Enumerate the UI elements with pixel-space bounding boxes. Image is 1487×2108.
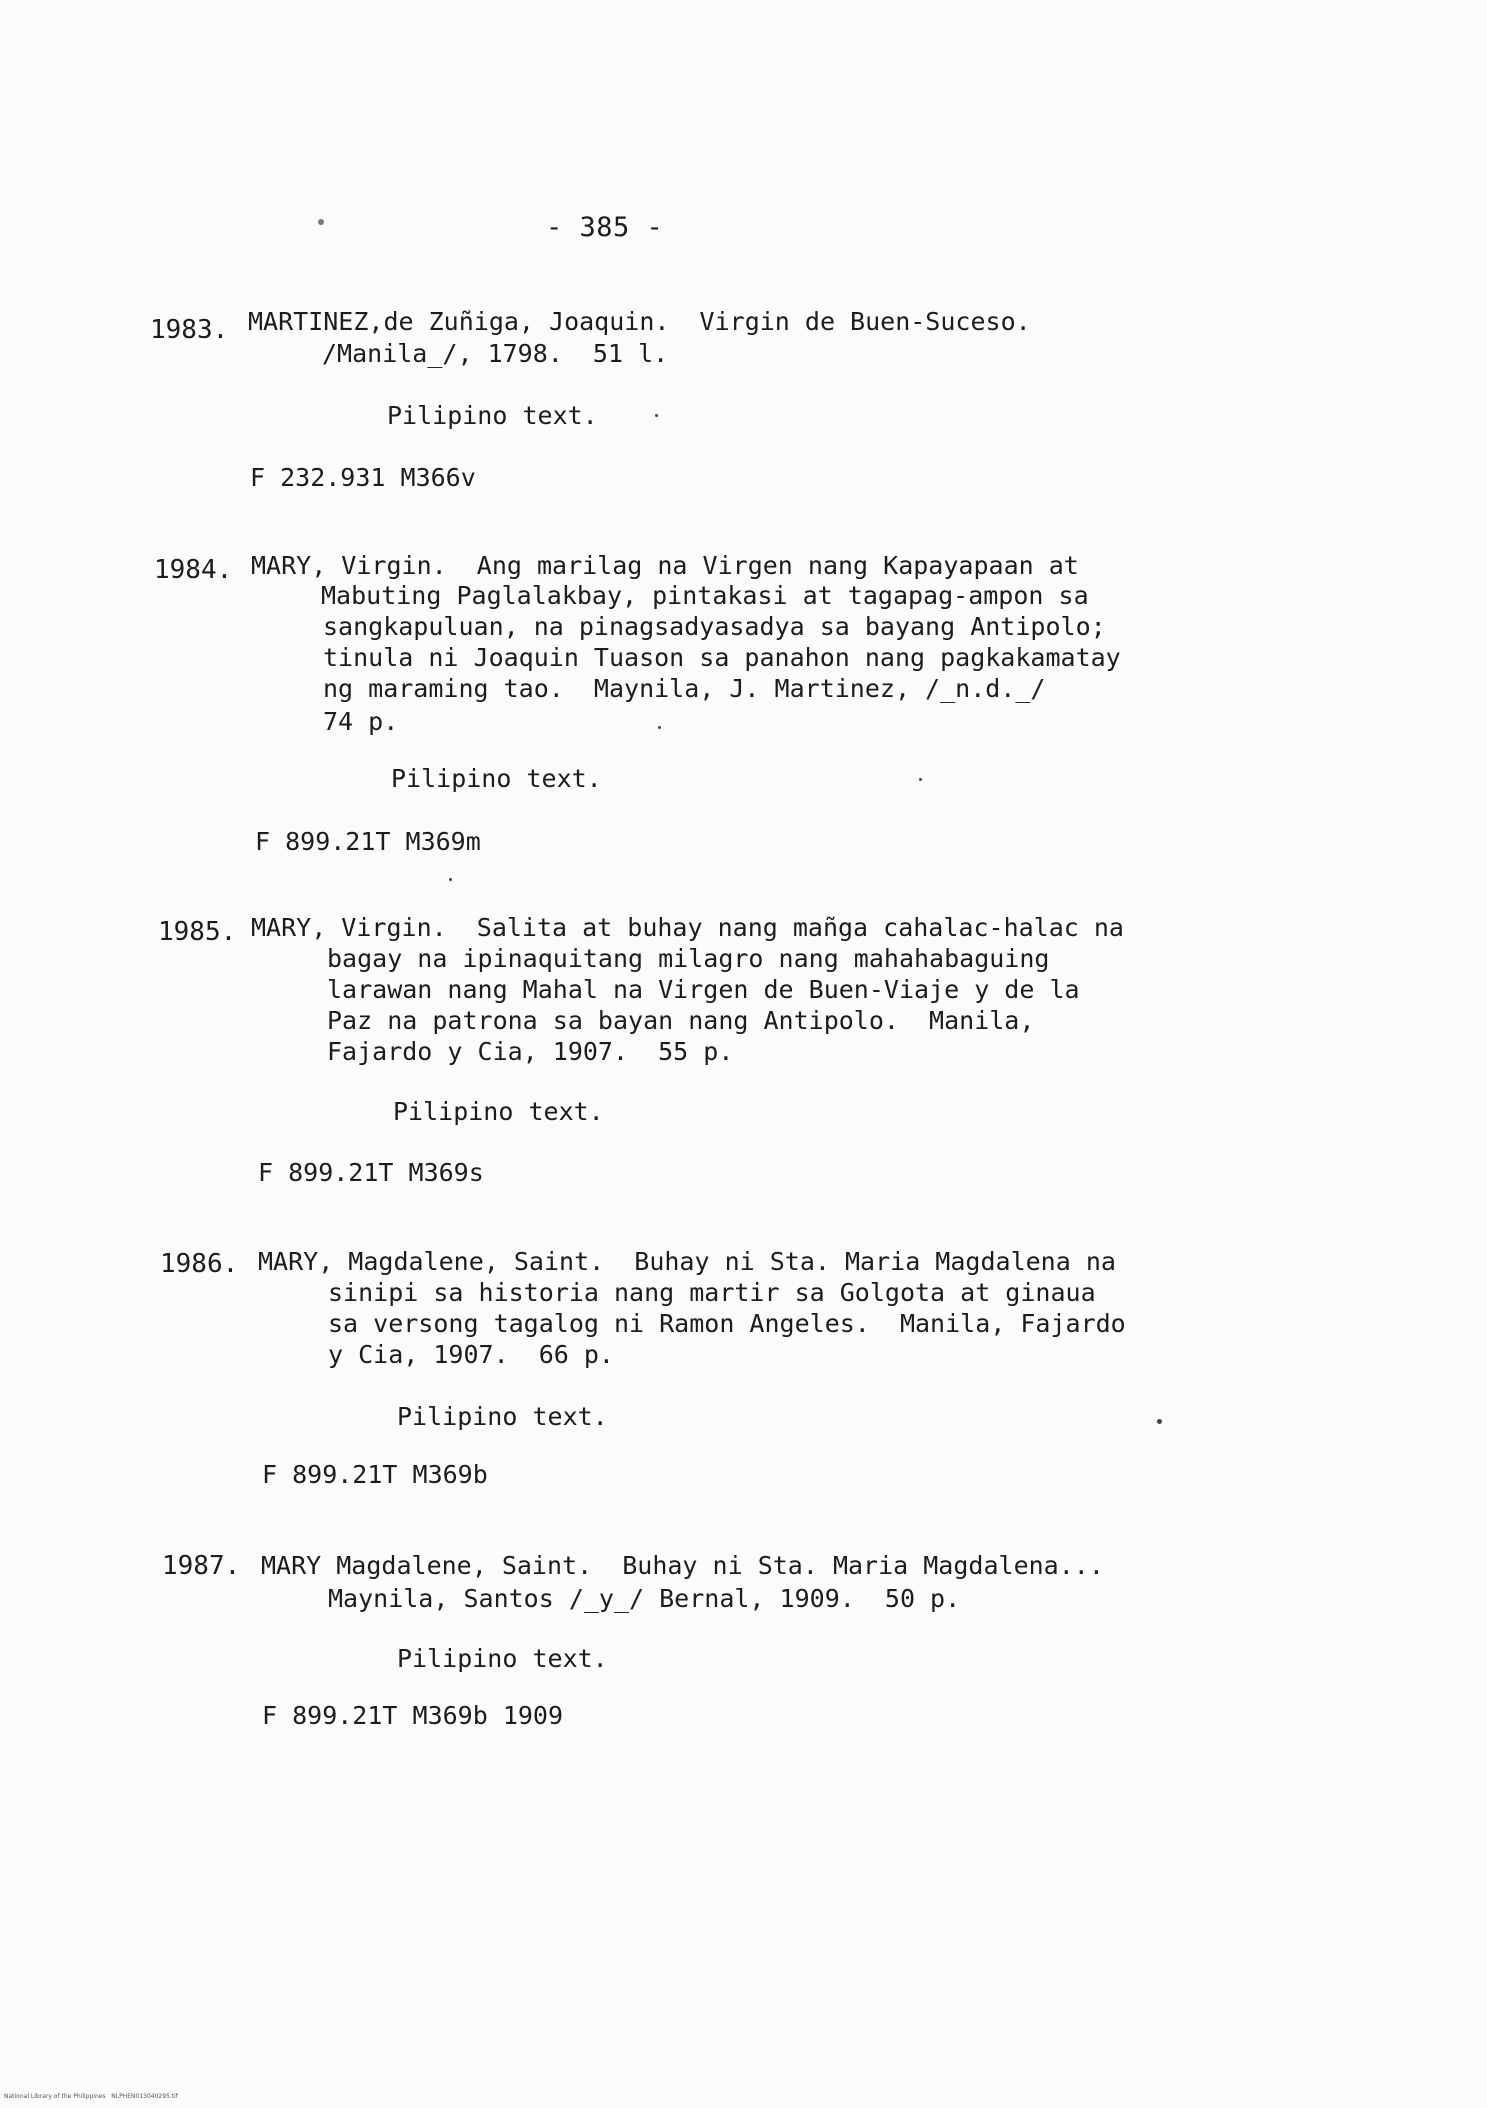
scan-speck: [919, 778, 922, 781]
entry-note: Pilipino text.: [397, 1644, 608, 1673]
entry-line: tinula ni Joaquin Tuason sa panahon nang pagkakamatay: [323, 643, 1121, 672]
entry-line: y Cia, 1907. 66 p.: [328, 1340, 614, 1369]
entry-line: bagay na ipinaquitang milagro nang mahahabaguing: [327, 944, 1050, 973]
entry-line: Maynila, Santos /_y_/ Bernal, 1909. 50 p.: [328, 1584, 961, 1613]
entry-line: MARY Magdalene, Saint. Buhay ni Sta. Maria Magdalena...: [261, 1551, 1104, 1580]
entry-line: Fajardo y Cia, 1907. 55 p.: [327, 1037, 734, 1066]
entry-line: larawan nang Mahal na Virgen de Buen-Viaje y de la: [327, 975, 1080, 1004]
entry-number: 1985.: [158, 917, 237, 947]
scan-footer: National Library of the Philippines NLPHEN013040295.tif: [4, 2093, 178, 2100]
scan-speck: [658, 726, 661, 729]
scan-speck: [1157, 1419, 1162, 1424]
scan-speck: [655, 414, 658, 417]
page-number: - 385 -: [546, 212, 664, 243]
call-number: F 899.21T M369s: [258, 1158, 484, 1187]
entry-line: sa versong tagalog ni Ramon Angeles. Manila, Fajardo: [328, 1309, 1126, 1338]
entry-line: sangkapuluan, na pinagsadyasadya sa bayang Antipolo;: [323, 612, 1106, 641]
entry-number: 1984.: [154, 555, 233, 585]
entry-line: MARTINEZ,de Zuñiga, Joaquin. Virgin de Buen-Suceso.: [248, 307, 1031, 336]
entry-line: Paz na patrona sa bayan nang Antipolo. Manila,: [327, 1006, 1035, 1035]
call-number: F 899.21T M369b 1909: [262, 1701, 564, 1730]
entry-number: 1986.: [160, 1249, 239, 1279]
entry-line: MARY, Magdalene, Saint. Buhay ni Sta. Maria Magdalena na: [258, 1247, 1116, 1276]
entry-note: Pilipino text.: [391, 764, 602, 793]
scan-speck: [449, 878, 452, 881]
entry-line: Mabuting Paglalakbay, pintakasi at tagapag-ampon sa: [321, 581, 1089, 610]
entry-note: Pilipino text.: [387, 401, 598, 430]
entry-line: MARY, Virgin. Salita at buhay nang mañga cahalac-halac na: [251, 913, 1124, 942]
entry-note: Pilipino text.: [397, 1402, 608, 1431]
entry-number: 1983.: [150, 315, 229, 345]
call-number: F 899.21T M369b: [262, 1460, 488, 1489]
entry-line: sinipi sa historia nang martir sa Golgota at ginaua: [328, 1278, 1096, 1307]
call-number: F 899.21T M369m: [255, 827, 481, 856]
entry-line: 74 p.: [323, 707, 399, 736]
entry-line: MARY, Virgin. Ang marilag na Virgen nang Kapayapaan at: [251, 551, 1079, 580]
entry-line: /Manila_/, 1798. 51 l.: [322, 339, 669, 368]
scan-speck: [318, 219, 324, 225]
entry-number: 1987.: [162, 1551, 241, 1581]
entry-line: ng maraming tao. Maynila, J. Martinez, /_n.d._/: [323, 674, 1046, 703]
entry-note: Pilipino text.: [393, 1097, 604, 1126]
call-number: F 232.931 M366v: [250, 463, 476, 492]
